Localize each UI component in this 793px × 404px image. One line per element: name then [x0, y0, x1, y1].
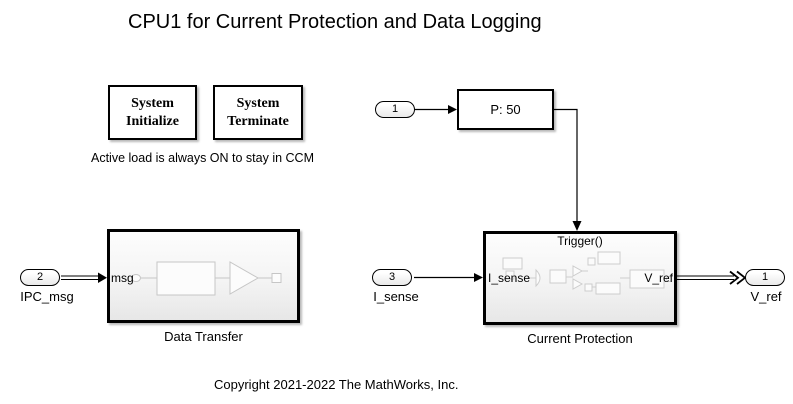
wire-parameter-to-trigger[interactable] — [554, 110, 582, 232]
system-initialize-label-line1: System — [131, 96, 174, 111]
current-protection-caption: Current Protection — [527, 331, 633, 346]
inport-3-number: 3 — [388, 271, 396, 283]
system-terminate-label-line2: Terminate — [227, 113, 289, 129]
copyright-text: Copyright 2021-2022 The MathWorks, Inc. — [214, 377, 459, 392]
current-protection-output-port-label: V_ref — [644, 271, 673, 285]
parameter-block-label: P: 50 — [490, 102, 521, 117]
inport-2-label: IPC_msg — [20, 289, 74, 304]
outport-1-number: 1 — [761, 271, 769, 283]
wire-inport3-to-current-protection[interactable] — [414, 273, 483, 282]
system-terminate-label-line1: System — [236, 96, 280, 111]
inport-3[interactable] — [372, 269, 412, 286]
trigger-port-label: Trigger() — [557, 234, 603, 248]
data-transfer-ghost-contents — [132, 262, 282, 295]
wire-inport1-to-parameter[interactable] — [415, 105, 457, 114]
current-protection-input-port-label: I_sense — [488, 271, 531, 285]
annotation-text: Active load is always ON to stay in CCM — [91, 151, 314, 165]
inport-3-label: I_sense — [373, 289, 419, 304]
model-title: CPU1 for Current Protection and Data Logging — [128, 11, 542, 33]
data-transfer-caption: Data Transfer — [164, 329, 243, 344]
system-initialize-label-line2: Initialize — [126, 113, 179, 129]
outport-1[interactable] — [745, 269, 785, 286]
inport-2[interactable] — [20, 269, 60, 286]
inport-1[interactable] — [375, 101, 415, 118]
data-transfer-input-port-label: msg — [111, 271, 134, 285]
wire-inport2-to-data-transfer[interactable] — [61, 273, 107, 284]
wire-current-protection-to-outport1[interactable] — [677, 272, 745, 285]
inport-2-number: 2 — [36, 271, 44, 283]
inport-1-number: 1 — [391, 103, 399, 115]
outport-1-label: V_ref — [750, 289, 782, 304]
